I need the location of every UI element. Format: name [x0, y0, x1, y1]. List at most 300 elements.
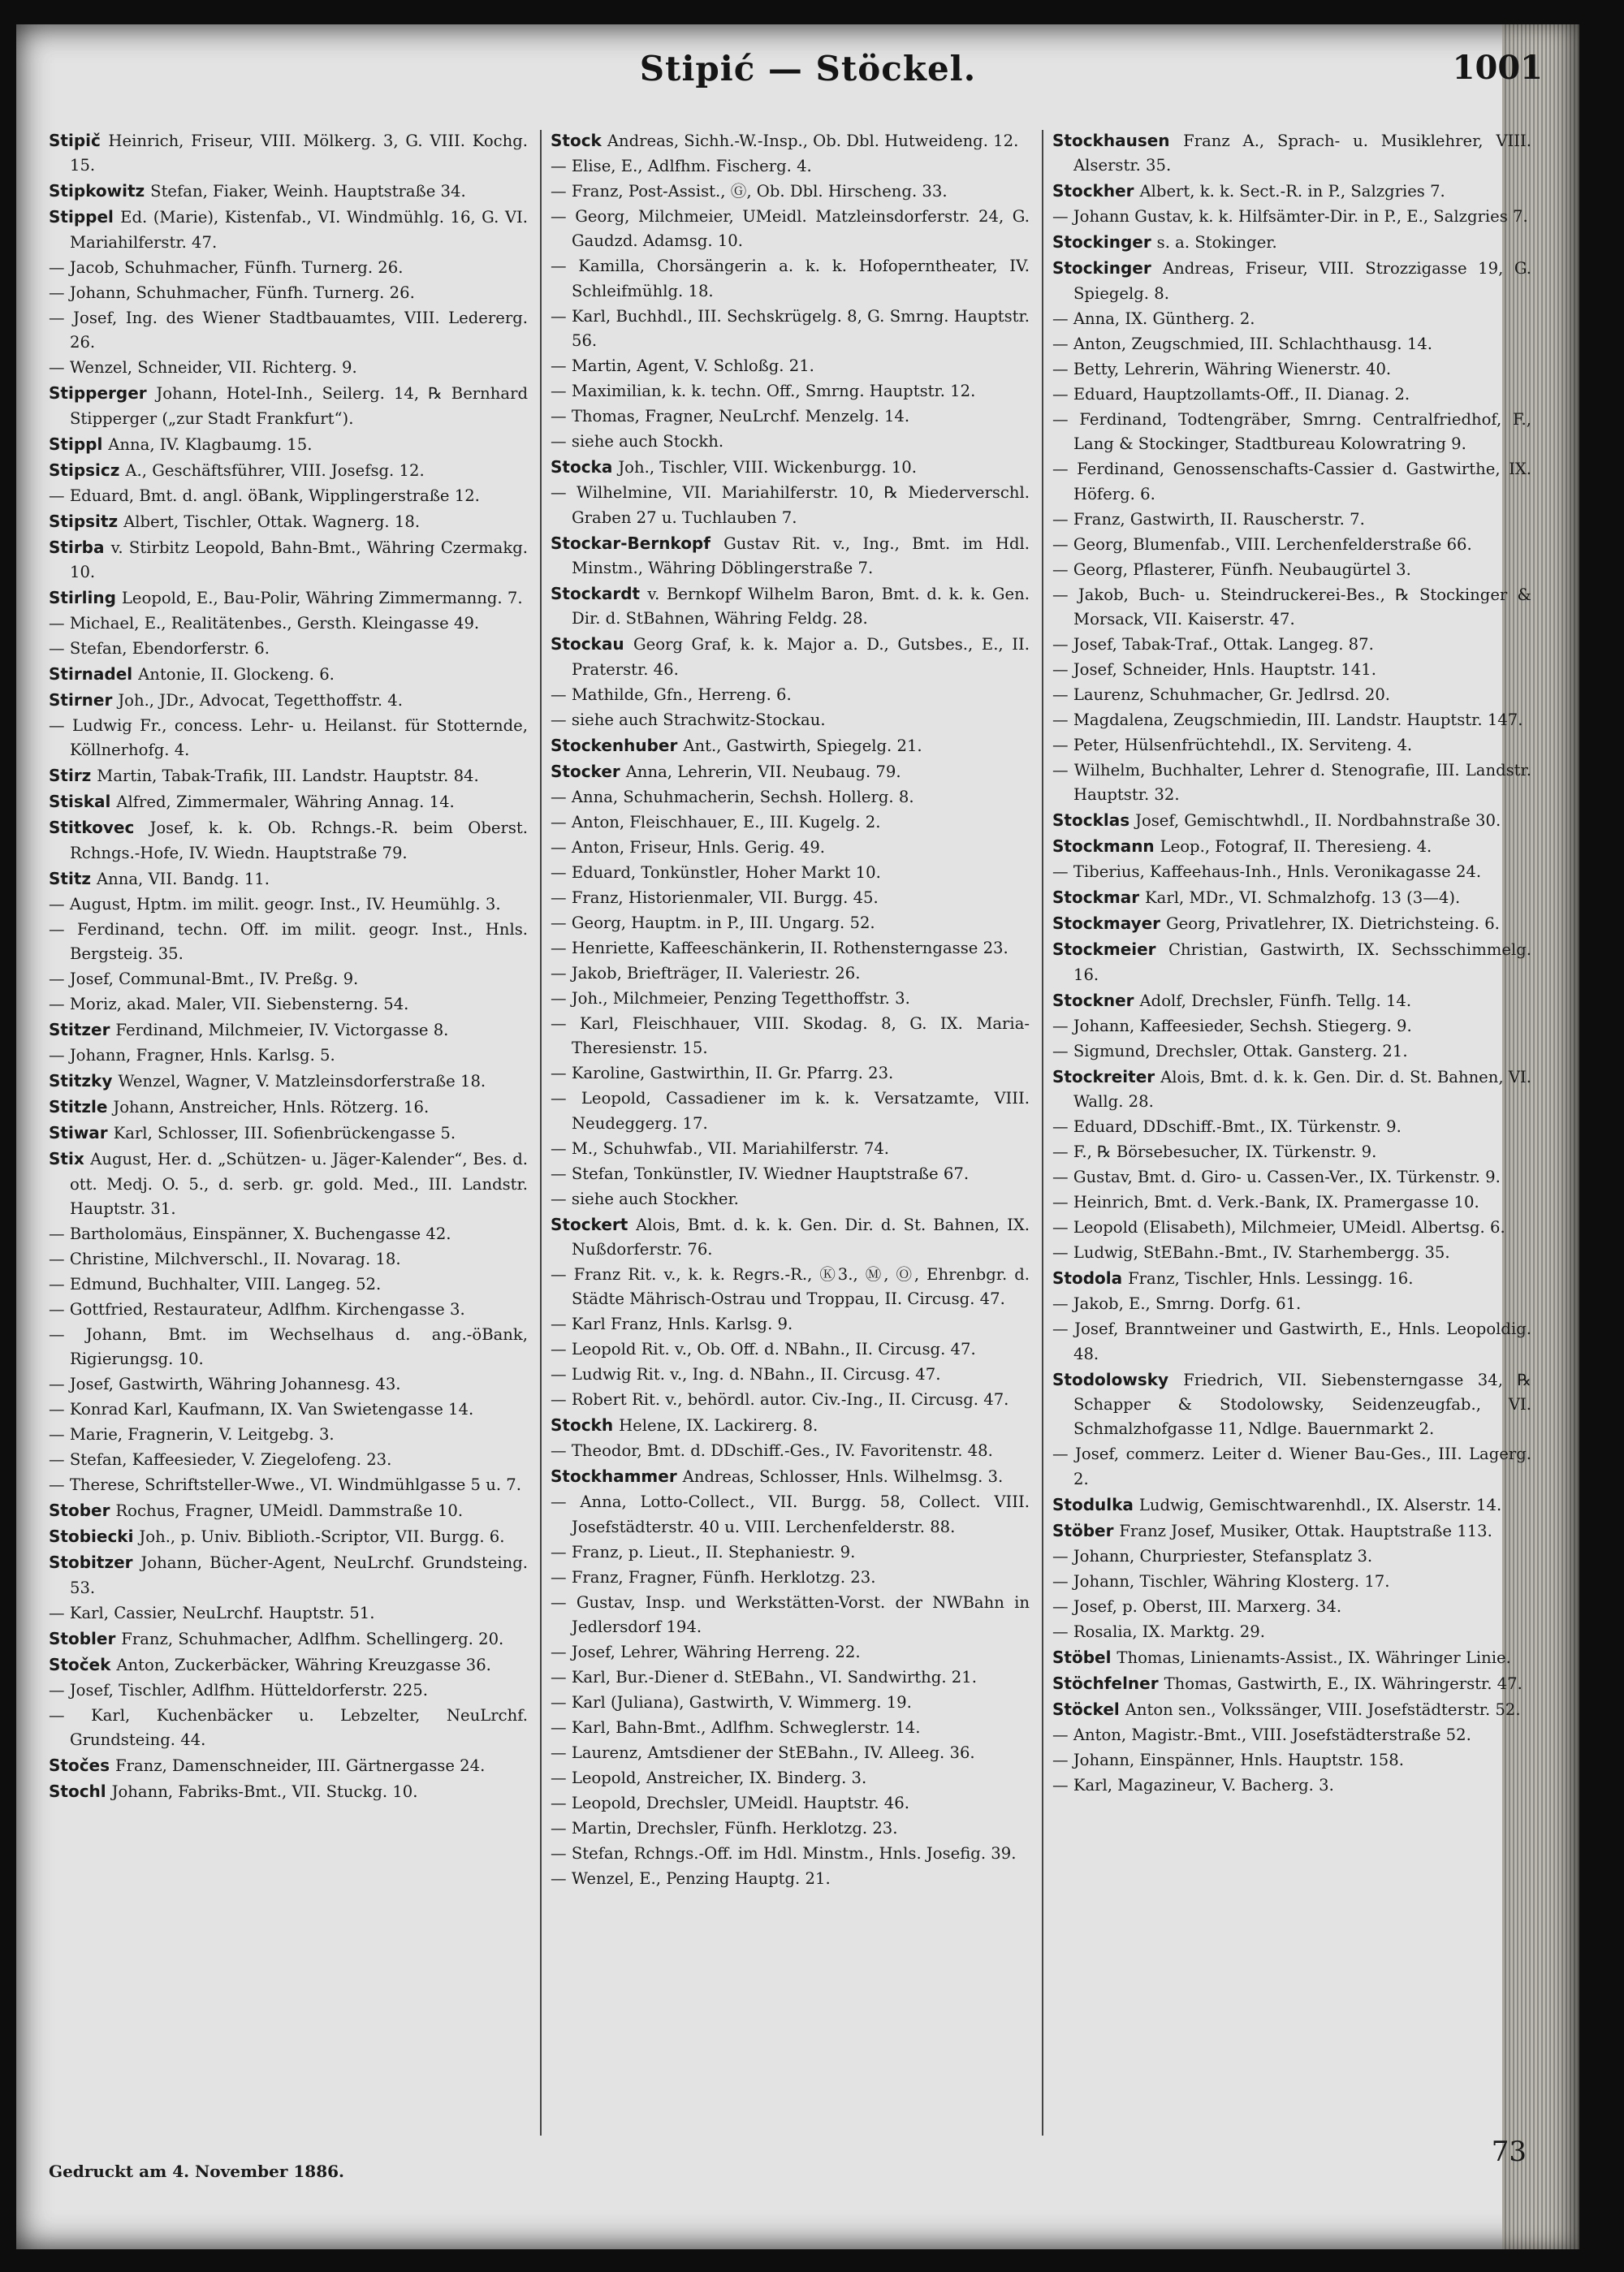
directory-entry: [49, 484, 528, 508]
directory-entry: [551, 1490, 1030, 1540]
entry-text: — Heinrich, Bmt. d. Verk.-Bank, IX. Pramergasse 10.: [1052, 1193, 1479, 1212]
entry-text: Martin, Tabak-Trafik, III. Landstr. Hauptstr. 84.: [97, 767, 479, 786]
directory-entry: [1052, 1570, 1531, 1594]
entry-text: — Rosalia, IX. Marktg. 29.: [1052, 1622, 1265, 1641]
surname: Stocklas: [1052, 810, 1136, 831]
directory-entry: [551, 1842, 1030, 1866]
entry-text: — Karl, Fleischhauer, VIII. Skodag. 8, G. IX. Maria-Theresienstr. 15.: [551, 1013, 1030, 1058]
directory-entry: [49, 1247, 528, 1272]
entry-text: Alois, Bmt. d. k. k. Gen. Dir. d. St. Bahnen, VI. Wallg. 28.: [1073, 1067, 1531, 1112]
entry-text: Franz A., Sprach- u. Musiklehrer, VIII. Alserstr. 35.: [1073, 132, 1531, 175]
entry-text: Ferdinand, Milchmeier, IV. Victorgasse 8.: [115, 1021, 449, 1040]
entry-text: Josef, k. k. Ob. Rchngs.-R. beim Oberst. Rchngs.-Hofe, IV. Wiedn. Hauptstraße 79.: [70, 819, 528, 862]
directory-entry: [1052, 1216, 1531, 1240]
entry-text: — Anna, Lotto-Collect., VII. Burgg. 58, Collect. VIII. Josefstädterstr. 40 u. VIII. Lerchenfelderstr. 88.: [551, 1492, 1030, 1536]
directory-entry: [551, 1591, 1030, 1640]
entry-text: — Franz, Historienmaler, VII. Burgg. 45.: [551, 888, 879, 907]
entry-text: Josef, Gemischtwhdl., II. Nordbahnstraße 30.: [1135, 811, 1501, 831]
directory-entry: [49, 1779, 528, 1804]
directory-entry: [551, 205, 1030, 254]
directory-entry: [551, 1012, 1030, 1061]
directory-entry: [1052, 1645, 1531, 1670]
directory-entry: [551, 836, 1030, 860]
surname: Stirnadel: [49, 664, 139, 685]
directory-entry: [49, 1498, 528, 1523]
directory-entry: [551, 1086, 1030, 1136]
entry-text: — Peter, Hülsenfrüchtehdl., IX. Serviteng. 4.: [1052, 736, 1413, 755]
entry-text: — Josef, Schneider, Hnls. Hauptstr. 141.: [1052, 660, 1376, 680]
entry-text: — Gottfried, Restaurateur, Adlfhm. Kirchengasse 3.: [49, 1300, 465, 1320]
entry-text: Thomas, Linienamts-Assist., IX. Währinger Linie.: [1116, 1648, 1511, 1667]
entry-text: Leop., Fotograf, II. Theresieng. 4.: [1160, 837, 1432, 857]
directory-entry: [1052, 708, 1531, 732]
entry-text: A., Geschäftsführer, VIII. Josefsg. 12.: [125, 460, 425, 480]
directory-entry: [1052, 683, 1531, 707]
directory-entry: [551, 886, 1030, 910]
entry-text: — Thomas, Fragner, NeuLrchf. Menzelg. 14.: [551, 407, 910, 426]
surname: Stockhammer: [551, 1466, 683, 1487]
directory-entry: [1052, 179, 1531, 204]
directory-entry: [551, 379, 1030, 404]
entry-text: Alois, Bmt. d. k. k. Gen. Dir. d. St. Bahnen, IX. Nußdorferstr. 76.: [572, 1215, 1030, 1259]
entry-text: — Wenzel, Schneider, VII. Richterg. 9.: [49, 358, 357, 378]
directory-entry: [551, 759, 1030, 784]
entry-text: — Christine, Milchverschl., II. Novarag. 18.: [49, 1250, 401, 1269]
directory-entry: [551, 785, 1030, 810]
entry-text: Franz, Schuhmacher, Adlfhm. Schellingerg. 20.: [121, 1629, 504, 1648]
surname: Stockher: [1052, 181, 1140, 201]
surname: Stipperger: [49, 383, 157, 404]
directory-entry: [1052, 408, 1531, 457]
directory-entry: [1052, 307, 1531, 331]
surname: Stocka: [551, 457, 619, 477]
directory-entry: [1052, 834, 1531, 859]
directory-entry: [551, 430, 1030, 454]
directory-entry: [49, 1121, 528, 1146]
entry-text: — Eduard, DDschiff.-Bmt., IX. Türkenstr. 9.: [1052, 1117, 1402, 1137]
directory-entry: [551, 1766, 1030, 1790]
entry-text: — Jakob, Briefträger, II. Valeriestr. 26.: [551, 963, 861, 983]
directory-entry: [551, 1464, 1030, 1489]
column-2: [551, 128, 1030, 2134]
entry-text: Anna, VII. Bandg. 11.: [96, 869, 270, 888]
entry-text: — Stefan, Kaffeesieder, V. Ziegelofeng. 23.: [49, 1450, 392, 1470]
directory-entry: [1052, 1165, 1531, 1190]
surname: Stockmar: [1052, 888, 1146, 908]
surname: Stitzle: [49, 1097, 114, 1117]
entry-text: — Johann, Kaffeesieder, Sechsh. Stiegerg. 9.: [1052, 1016, 1412, 1035]
entry-text: — Betty, Lehrerin, Währing Wienerstr. 40.: [1052, 359, 1392, 378]
surname: Stockert: [551, 1214, 637, 1234]
directory-entry: [1052, 758, 1531, 808]
entry-text: — siehe auch Stockher.: [551, 1189, 739, 1208]
directory-entry: [551, 531, 1030, 581]
directory-entry: [551, 1691, 1030, 1715]
entry-text: — Franz, p. Lieut., II. Stephaniestr. 9.: [551, 1542, 856, 1561]
directory-entry: [1052, 357, 1531, 382]
directory-entry: [49, 611, 528, 636]
surname: Stockardt: [551, 584, 648, 604]
entry-text: Franz, Tischler, Hnls. Lessingg. 16.: [1128, 1269, 1414, 1289]
entry-text: — Karl, Magazineur, V. Bacherg. 3.: [1052, 1775, 1334, 1795]
entry-text: Albert, Tischler, Ottak. Wagnerg. 18.: [123, 512, 421, 531]
entry-text: — Gustav, Bmt. d. Giro- u. Cassen-Ver., IX. Türkenstr. 9.: [1052, 1168, 1501, 1187]
directory-entry: [551, 1867, 1030, 1891]
directory-entry: [49, 281, 528, 305]
entry-text: — Johann, Churpriester, Stefansplatz 3.: [1052, 1546, 1373, 1566]
entry-text: August, Her. d. „Schützen- u. Jäger-Kalender“, Bes. d. ott. Medj. O. 5., d. serb. gr. gold. Med., III. Landstr. Hauptstr. 31.: [70, 1150, 528, 1219]
surname: Stočes: [49, 1756, 115, 1776]
directory-entry: [49, 381, 528, 431]
entry-text: — Stefan, Tonkünstler, IV. Wiedner Hauptstraße 67.: [551, 1164, 970, 1183]
surname: Stodolowsky: [1052, 1369, 1184, 1389]
directory-entry: [1052, 230, 1531, 255]
surname: Stipsitz: [49, 511, 124, 531]
surname: Stirz: [49, 766, 97, 786]
surname: Stockar-Bernkopf: [551, 533, 724, 553]
entry-text: — Jacob, Schuhmacher, Fünfh. Turnerg. 26.: [49, 257, 404, 277]
surname: Stöbel: [1052, 1647, 1117, 1667]
entry-text: — Robert Rit. v., behördl. autor. Civ.-Ing., II. Circusg. 47.: [551, 1390, 1009, 1410]
column-1: [49, 128, 528, 2134]
directory-entry: [49, 356, 528, 380]
surname: Stockmann: [1052, 836, 1160, 857]
directory-entry: [1052, 633, 1531, 657]
entry-text: Joh., p. Univ. Biblioth.-Scriptor, VII. Burgg. 6.: [139, 1527, 505, 1547]
entry-text: Franz Josef, Musiker, Ottak. Hauptstraße 113.: [1119, 1521, 1492, 1540]
directory-entry: [1052, 937, 1531, 987]
entry-text: Joh., Tischler, VIII. Wickenburgg. 10.: [618, 458, 917, 477]
entry-text: Gustav Rit. v., Ing., Bmt. im Hdl. Minstm., Währing Döblingerstraße 7.: [572, 533, 1030, 578]
directory-entry: [1052, 558, 1531, 582]
entry-text: — Ferdinand, Todtengräber, Smrng. Centralfriedhof, F., Lang & Stockinger, Stadtbureau Kolowratring 9.: [1052, 409, 1531, 454]
entry-text: — Johann Gustav, k. k. Hilfsämter-Dir. in P., E., Salzgries 7.: [1052, 207, 1528, 227]
entry-text: — Ferdinand, techn. Off. im milit. geogr. Inst., Hnls. Bergsteig. 35.: [49, 919, 528, 964]
surname: Stockmeier: [1052, 939, 1169, 960]
entry-text: — Johann, Schuhmacher, Fünfh. Turnerg. 26.: [49, 283, 415, 302]
surname: Stobiecki: [49, 1527, 140, 1547]
directory-entry: [1052, 885, 1531, 910]
directory-entry: [551, 632, 1030, 682]
directory-entry: [49, 815, 528, 866]
surname: Stitz: [49, 868, 97, 888]
entry-text: Alfred, Zimmermaler, Währing Annag. 14.: [116, 793, 455, 812]
directory-entry: [49, 1043, 528, 1068]
entry-text: — Sigmund, Drechsler, Ottak. Gansterg. 21.: [1052, 1041, 1408, 1060]
surname: Stitkovec: [49, 818, 150, 838]
entry-text: Ludwig, Gemischtwarenhdl., IX. Alserstr. 14.: [1138, 1495, 1502, 1514]
entry-text: — Karl, Bahn-Bmt., Adlfhm. Schweglerstr. 14.: [551, 1718, 921, 1738]
directory-entry: [551, 1312, 1030, 1337]
entry-text: — Marie, Fragnerin, V. Leitgebg. 3.: [49, 1425, 335, 1445]
entry-text: Thomas, Gastwirth, E., IX. Währingerstr. 47.: [1164, 1674, 1522, 1693]
entry-text: — Josef, Branntweiner und Gastwirth, E., Hnls. Leopoldig. 48.: [1052, 1320, 1531, 1363]
directory-entry: [551, 861, 1030, 885]
directory-entry: [551, 1162, 1030, 1186]
directory-entry: [49, 1423, 528, 1447]
directory-entry: [551, 581, 1030, 632]
directory-entry: [49, 992, 528, 1017]
surname: Stodulka: [1052, 1494, 1139, 1514]
entry-text: — Karl (Juliana), Gastwirth, V. Wimmerg. 19.: [551, 1693, 912, 1713]
directory-entry: [49, 1222, 528, 1246]
directory-entry: [551, 1337, 1030, 1362]
entry-text: — Eduard, Tonkünstler, Hoher Markt 10.: [551, 862, 881, 882]
directory-entry: [49, 205, 528, 255]
surname: Stitzer: [49, 1020, 116, 1040]
directory-entry: [49, 256, 528, 280]
entry-text: — August, Hptm. im milit. geogr. Inst., IV. Heumühlg. 3.: [49, 894, 501, 914]
directory-entry: [551, 254, 1030, 304]
entry-text: — Anna, Schuhmacherin, Sechsh. Hollerg. 8.: [551, 787, 914, 806]
surname: Stober: [49, 1501, 116, 1521]
entry-text: — Ferdinand, Genossenschafts-Cassier d. Gastwirthe, IX. Höferg. 6.: [1052, 460, 1531, 503]
surname: Stitzky: [49, 1071, 119, 1091]
entry-text: v. Bernkopf Wilhelm Baron, Bmt. d. k. k. Gen. Dir. d. StBahnen, Währing Feldg. 28.: [572, 585, 1030, 628]
surname: Stippl: [49, 434, 109, 454]
directory-entry: [49, 1069, 528, 1094]
entry-text: — Maximilian, k. k. techn. Off., Smrng. Hauptstr. 12.: [551, 382, 976, 401]
directory-entry: [49, 892, 528, 917]
directory-entry: [49, 1473, 528, 1497]
entry-text: — Anton, Fleischhauer, E., III. Kugelg. 2.: [551, 812, 881, 831]
entry-text: — Martin, Drechsler, Fünfh. Herklotzg. 23.: [551, 1819, 898, 1838]
surname: Stockner: [1052, 990, 1140, 1010]
directory-entry: [49, 585, 528, 611]
entry-text: Heinrich, Friseur, VIII. Mölkerg. 3, G. VIII. Kochg. 15.: [70, 132, 528, 175]
surname: Stobitzer: [49, 1553, 141, 1573]
surname: Stiskal: [49, 792, 117, 812]
directory-entry: [49, 1626, 528, 1652]
entry-text: — Henriette, Kaffeeschänkerin, II. Rothensterngasse 23.: [551, 938, 1009, 957]
entry-text: — Franz, Post-Assist., Ⓖ, Ob. Dbl. Hirscheng. 33.: [551, 182, 948, 201]
page-number: 1001: [1452, 49, 1543, 87]
directory-entry: [551, 1439, 1030, 1463]
entry-text: — Franz Rit. v., k. k. Regrs.-R., Ⓚ3., Ⓜ, Ⓞ, Ehrenbgr. d. Städte Mährisch-Ostrau und Troppau, II. Circusg. 47.: [551, 1265, 1030, 1309]
surname: Stockau: [551, 634, 633, 654]
entry-text: — Johann, Fragner, Hnls. Karlsg. 5.: [49, 1046, 335, 1065]
entry-text: — Ludwig Fr., concess. Lehr- u. Heilanst. für Stotternde, Köllnerhofg. 4.: [49, 716, 528, 760]
entry-text: — Johann, Einspänner, Hnls. Hauptstr. 158.: [1052, 1750, 1404, 1769]
entry-text: — Leopold Rit. v., Ob. Off. d. NBahn., II. Circusg. 47.: [551, 1340, 976, 1359]
directory-entry: [49, 535, 528, 585]
entry-text: — Franz, Gastwirth, II. Rauscherstr. 7.: [1052, 509, 1365, 529]
entry-text: — Jakob, E., Smrng. Dorfg. 61.: [1052, 1294, 1302, 1314]
directory-entry: [49, 714, 528, 763]
directory-entry: [551, 936, 1030, 961]
directory-entry: [551, 455, 1030, 480]
directory-entry: [1052, 1241, 1531, 1265]
directory-entry: [551, 128, 1030, 153]
directory-entry: [551, 1716, 1030, 1740]
entry-text: — Gustav, Insp. und Werkstätten-Vorst. der NWBahn in Jedlersdorf 194.: [551, 1592, 1030, 1637]
running-title: Stipić — Stöckel.: [639, 49, 977, 89]
entry-text: — Konrad Karl, Kaufmann, IX. Van Swietengasse 14.: [49, 1400, 474, 1419]
entry-text: Anton sen., Volkssänger, VIII. Josefstädterstr. 52.: [1125, 1700, 1521, 1719]
entry-text: — Leopold, Cassadiener im k. k. Versatzamte, VIII. Neudeggerg. 17.: [551, 1089, 1030, 1133]
entry-text: — Georg, Pflasterer, Fünfh. Neubaugürtel 3.: [1052, 559, 1411, 579]
entry-text: Joh., JDr., Advocat, Tegetthoffstr. 4.: [118, 691, 403, 711]
directory-entry: [1052, 1671, 1531, 1696]
entry-text: Karl, Schlosser, III. Sofienbrückengasse 5.: [113, 1124, 456, 1143]
entry-text: — Josef, Gastwirth, Währing Johannesg. 43.: [49, 1375, 401, 1394]
directory-entry: [551, 404, 1030, 429]
directory-entry: [551, 1388, 1030, 1412]
directory-entry: [49, 662, 528, 687]
entry-text: Adolf, Drechsler, Fünfh. Tellg. 14.: [1139, 991, 1412, 1010]
directory-entry: [1052, 1065, 1531, 1115]
directory-entry: [1052, 128, 1531, 179]
surname: Stirling: [49, 588, 122, 608]
directory-entry: [1052, 205, 1531, 229]
entry-text: — Josef, commerz. Leiter d. Wiener Bau-Ges., III. Lagerg. 2.: [1052, 1445, 1531, 1488]
entry-text: — Anton, Friseur, Hnls. Gerig. 49.: [551, 837, 826, 857]
surname: Stodola: [1052, 1268, 1129, 1289]
entry-text: — siehe auch Stockh.: [551, 432, 724, 451]
directory-entry: [49, 763, 528, 788]
directory-entry: [1052, 911, 1531, 936]
directory-entry: [1052, 1518, 1531, 1544]
entry-text: Johann, Anstreicher, Hnls. Rötzerg. 16.: [113, 1098, 430, 1117]
entry-text: — Josef, p. Oberst, III. Marxerg. 34.: [1052, 1596, 1342, 1616]
directory-entry: [1052, 1140, 1531, 1164]
surname: Stock: [551, 131, 607, 150]
directory-entry: [49, 789, 528, 814]
entry-text: Georg Graf, k. k. Major a. D., Gutsbes., E., II. Praterstr. 46.: [572, 635, 1030, 679]
directory-entry: [1052, 1039, 1531, 1064]
directory-entry: [1052, 1544, 1531, 1569]
column-3: [1052, 128, 1531, 2134]
entry-text: — Moriz, akad. Maler, VII. Siebensterng. 54.: [49, 995, 409, 1014]
entry-text: — Stefan, Ebendorferstr. 6.: [49, 639, 270, 659]
surname: Stöckel: [1052, 1699, 1125, 1719]
entry-text: Wenzel, Wagner, V. Matzleinsdorferstraße 18.: [118, 1072, 486, 1091]
directory-entry: [1052, 583, 1531, 633]
entry-text: — Johann, Tischler, Währing Klosterg. 17.: [1052, 1571, 1390, 1591]
directory-entry: [551, 154, 1030, 179]
directory-entry: [551, 1187, 1030, 1212]
surname: Stockenhuber: [551, 735, 684, 755]
directory-entry: [1052, 1442, 1531, 1492]
directory-entry: [49, 1678, 528, 1703]
entry-text: — Therese, Schriftsteller-Wwe., VI. Windmühlgasse 5 u. 7.: [49, 1475, 521, 1495]
surname: Stirba: [49, 537, 111, 557]
directory-entry: [1052, 533, 1531, 557]
entry-text: — Theodor, Bmt. d. DDschiff.-Ges., IV. Favoritenstr. 48.: [551, 1441, 993, 1461]
entry-text: Leopold, E., Bau-Polir, Währing Zimmermanng. 7.: [121, 589, 523, 608]
entry-text: — Joh., Milchmeier, Penzing Tegetthoffstr. 3.: [551, 988, 910, 1008]
surname: Stochl: [49, 1782, 112, 1802]
entry-text: — Josef, Lehrer, Währing Herreng. 22.: [551, 1643, 861, 1662]
entry-text: — Karoline, Gastwirthin, II. Gr. Pfarrg. 23.: [551, 1064, 894, 1083]
entry-text: — Georg, Hauptm. in P., III. Ungarg. 52.: [551, 913, 875, 932]
directory-entry: [49, 1323, 528, 1372]
entry-text: Anna, Lehrerin, VII. Neubaug. 79.: [625, 762, 901, 781]
directory-entry: [49, 1095, 528, 1120]
directory-entry: [1052, 988, 1531, 1013]
entry-text: — Leopold, Drechsler, UMeidl. Hauptstr. 46.: [551, 1794, 909, 1813]
entry-text: — Anton, Magistr.-Bmt., VIII. Josefstädterstraße 52.: [1052, 1725, 1471, 1744]
directory-entry: [1052, 332, 1531, 356]
directory-entry: [49, 1524, 528, 1549]
directory-entry: [551, 1413, 1030, 1438]
directory-entry: [551, 1741, 1030, 1765]
directory-entry: [551, 1263, 1030, 1312]
directory-entry: [49, 967, 528, 991]
entry-text: Karl, MDr., VI. Schmalzhofg. 13 (3—4).: [1145, 888, 1461, 908]
entry-text: — Karl, Kuchenbäcker u. Lebzelter, NeuLrchf. Grundsteing. 44.: [49, 1705, 528, 1750]
directory-entry: [49, 688, 528, 713]
directory-entry: [1052, 382, 1531, 407]
directory-entry: [551, 683, 1030, 707]
entry-text: — Ludwig, StEBahn.-Bmt., IV. Starhembergg. 35.: [1052, 1243, 1450, 1263]
directory-entry: [551, 1816, 1030, 1841]
directory-entry: [551, 1640, 1030, 1665]
directory-entry: [1052, 1317, 1531, 1367]
entry-text: — Wilhelmine, VII. Mariahilferstr. 10, ℞ Miederverschl. Graben 27 u. Tuchlauben 7.: [551, 483, 1030, 527]
entry-text: — siehe auch Strachwitz-Stockau.: [551, 710, 826, 729]
directory-entry: [49, 458, 528, 483]
entry-text: — Martin, Agent, V. Schloßg. 21.: [551, 356, 814, 376]
entry-text: Franz, Damenschneider, III. Gärtnergasse 24.: [115, 1756, 486, 1776]
entry-text: — Wilhelm, Buchhalter, Lehrer d. Stenografie, III. Landstr. Hauptstr. 32.: [1052, 761, 1531, 805]
surname: Stobler: [49, 1628, 122, 1648]
directory-entry: [1052, 860, 1531, 884]
surname: Stirner: [49, 690, 119, 711]
directory-entry: [551, 481, 1030, 530]
directory-entry: [49, 637, 528, 661]
signature-mark: 73: [1491, 2136, 1527, 2168]
directory-entry: [1052, 1266, 1531, 1291]
directory-entry: [551, 305, 1030, 354]
entry-text: Johann, Bücher-Agent, NeuLrchf. Grundsteing. 53.: [70, 1553, 528, 1597]
entry-text: Stefan, Fiaker, Weinh. Hauptstraße 34.: [150, 182, 466, 201]
directory-entry: [49, 1397, 528, 1422]
entry-text: — Eduard, Bmt. d. angl. öBank, Wipplingerstraße 12.: [49, 486, 480, 505]
entry-text: — Anton, Zeugschmied, III. Schlachthausg. 14.: [1052, 334, 1433, 353]
directory-entry: [1052, 1748, 1531, 1773]
entry-text: — Eduard, Hauptzollamts-Off., II. Dianag. 2.: [1052, 384, 1410, 404]
directory-entry: [551, 1137, 1030, 1161]
entry-text: s. a. Stokinger.: [1156, 233, 1277, 253]
entry-text: — Elise, E., Adlfhm. Fischerg. 4.: [551, 157, 812, 175]
entry-text: — Kamilla, Chorsängerin a. k. k. Hofoperntheater, IV. Schleifmühlg. 18.: [551, 257, 1030, 300]
entry-text: — Georg, Milchmeier, UMeidl. Matzleinsdorferstr. 24, G. Gaudzd. Adamsg. 10.: [551, 207, 1030, 251]
directory-entry: [1052, 1190, 1531, 1215]
entry-text: — Jakob, Buch- u. Steindruckerei-Bes., ℞ Stockinger & Morsack, VII. Kaiserstr. 47.: [1052, 585, 1531, 629]
entry-text: Johann, Hotel-Inh., Seilerg. 14, ℞ Bernhard Stipperger („zur Stadt Frankfurt“).: [70, 384, 528, 428]
entry-text: — Tiberius, Kaffeehaus-Inh., Hnls. Veronikagasse 24.: [1052, 862, 1482, 882]
directory-entry: [551, 708, 1030, 732]
surname: Stippel: [49, 207, 121, 227]
print-date: Gedruckt am 4. November 1886.: [49, 2162, 344, 2181]
directory-entry: [49, 866, 528, 892]
surname: Stockinger: [1052, 258, 1163, 279]
page-header: [49, 49, 1567, 114]
directory-entry: [1052, 808, 1531, 833]
directory-entry: [551, 1212, 1030, 1263]
directory-entry: [551, 1061, 1030, 1086]
surname: Stipič: [49, 131, 109, 150]
entry-text: — Karl, Cassier, NeuLrchf. Hauptstr. 51.: [49, 1603, 375, 1622]
directory-entry: [49, 1652, 528, 1678]
directory-entry: [551, 961, 1030, 986]
entry-text: Helene, IX. Lackirerg. 8.: [619, 1416, 818, 1436]
surname: Stockinger: [1052, 232, 1157, 253]
directory-entry: [49, 1448, 528, 1472]
entry-text: — Anna, IX. Güntherg. 2.: [1052, 309, 1255, 328]
surname: Stipkowitz: [49, 181, 151, 201]
